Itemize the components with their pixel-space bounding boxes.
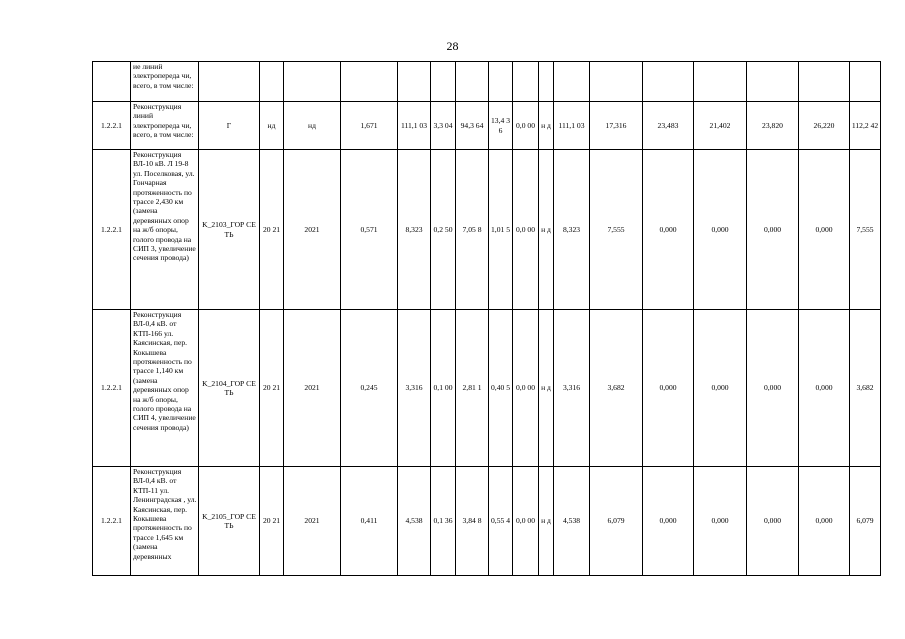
cell-value-1: 3,682 — [590, 310, 643, 467]
cell-year-end: нд — [284, 102, 341, 150]
cell-item-number — [93, 62, 131, 102]
cell-cost-6: 3,316 — [554, 310, 590, 467]
cell-cost-5: н д — [539, 150, 554, 310]
cell-cost-1: 0,1 00 — [431, 310, 456, 467]
cell-item-number: 1.2.2.1 — [93, 467, 131, 576]
cell-cost-total: 8,323 — [398, 150, 431, 310]
cell-value-1: 6,079 — [590, 467, 643, 576]
cell-value-4: 0,000 — [747, 150, 799, 310]
cell-cost-2: 7,05 8 — [456, 150, 489, 310]
cell-value-3 — [694, 62, 747, 102]
cell-cost-6: 4,538 — [554, 467, 590, 576]
cell-project-code: K_2104_ГОР СЕТЬ — [199, 310, 260, 467]
cell-year-end: 2021 — [284, 150, 341, 310]
cell-capacity: 0,571 — [341, 150, 398, 310]
cell-cost-total: 111,1 03 — [398, 102, 431, 150]
cell-value-5: 0,000 — [799, 150, 850, 310]
cell-cost-5: н д — [539, 102, 554, 150]
cell-cost-3: 0,55 4 — [489, 467, 513, 576]
cell-cost-2: 2,81 1 — [456, 310, 489, 467]
cell-value-5: 0,000 — [799, 467, 850, 576]
cell-value-1 — [590, 62, 643, 102]
investment-table — [92, 61, 881, 576]
cell-cost-1: 3,3 04 — [431, 102, 456, 150]
cell-value-4 — [747, 62, 799, 102]
cell-value-2: 0,000 — [643, 467, 694, 576]
cell-cost-3: 0,40 5 — [489, 310, 513, 467]
cell-cost-3 — [489, 62, 513, 102]
cell-item-number: 1.2.2.1 — [93, 102, 131, 150]
cell-project-code: K_2105_ГОР СЕТЬ — [199, 467, 260, 576]
cell-year-start — [260, 62, 284, 102]
cell-cost-4: 0,0 00 — [513, 150, 539, 310]
cell-value-5 — [799, 62, 850, 102]
cell-cost-total: 3,316 — [398, 310, 431, 467]
cell-project-code: Г — [199, 102, 260, 150]
cell-value-total: 7,555 — [850, 150, 881, 310]
cell-cost-6: 111,1 03 — [554, 102, 590, 150]
cell-value-2 — [643, 62, 694, 102]
cell-cost-2 — [456, 62, 489, 102]
cell-project-code: K_2103_ГОР СЕТЬ — [199, 150, 260, 310]
cell-value-3: 0,000 — [694, 467, 747, 576]
cell-year-end: 2021 — [284, 467, 341, 576]
cell-capacity: 0,245 — [341, 310, 398, 467]
cell-value-1: 7,555 — [590, 150, 643, 310]
cell-project-name: Реконструкция ВЛ-0,4 кВ. от КТП-166 ул. Каясинская, пер. Кокышева протяженность по трассе 1,140 км (замена деревянных опор на ж/б опоры, голого провода на СИП 4, увеличение сечения провода) — [131, 310, 199, 467]
table-row — [93, 150, 881, 310]
cell-cost-3: 1,01 5 — [489, 150, 513, 310]
cell-value-3: 0,000 — [694, 310, 747, 467]
cell-cost-1: 0,2 50 — [431, 150, 456, 310]
cell-cost-5 — [539, 62, 554, 102]
cell-cost-4: 0,0 00 — [513, 467, 539, 576]
cell-value-2: 23,483 — [643, 102, 694, 150]
cell-project-name: ие линий электропереда чи, всего, в том числе: — [131, 62, 199, 102]
table-row — [93, 310, 881, 467]
cell-item-number: 1.2.2.1 — [93, 310, 131, 467]
cell-value-5: 0,000 — [799, 310, 850, 467]
cell-year-start: 20 21 — [260, 310, 284, 467]
cell-project-name: Реконструкция ВЛ-10 кВ. Л 19-8 ул. Поселковая, ул. Гончарная протяженность по трассе 2,430 км (замена деревянных опор на ж/б опоры, голого провода на СИП 3, увеличение сечения провода) — [131, 150, 199, 310]
table-row — [93, 62, 881, 102]
cell-project-code — [199, 62, 260, 102]
cell-cost-6: 8,323 — [554, 150, 590, 310]
cell-value-4: 0,000 — [747, 310, 799, 467]
page-number: 28 — [446, 39, 459, 53]
cell-cost-4 — [513, 62, 539, 102]
cell-year-start: 20 21 — [260, 467, 284, 576]
cell-capacity — [341, 62, 398, 102]
cell-cost-5: н д — [539, 467, 554, 576]
cell-year-start: нд — [260, 102, 284, 150]
cell-project-name: Реконструкция линий электропереда чи, всего, в том числе: — [131, 102, 199, 150]
cell-capacity: 0,411 — [341, 467, 398, 576]
cell-year-start: 20 21 — [260, 150, 284, 310]
cell-value-3: 0,000 — [694, 150, 747, 310]
cell-cost-1 — [431, 62, 456, 102]
cell-cost-2: 94,3 64 — [456, 102, 489, 150]
cell-capacity: 1,671 — [341, 102, 398, 150]
cell-cost-6 — [554, 62, 590, 102]
table-row — [93, 467, 881, 576]
cell-value-1: 17,316 — [590, 102, 643, 150]
cell-value-total: 3,682 — [850, 310, 881, 467]
cell-value-5: 26,220 — [799, 102, 850, 150]
table-row — [93, 102, 881, 150]
cell-project-name: Реконструкция ВЛ-0,4 кВ. от КТП-11 ул. Ленинградская , ул. Каясинская, пер. Кокышева протяженность по трассе 1,645 км (замена деревянных — [131, 467, 199, 576]
cell-value-total: 6,079 — [850, 467, 881, 576]
cell-value-2: 0,000 — [643, 310, 694, 467]
cell-cost-3: 13,4 36 — [489, 102, 513, 150]
cell-value-4: 23,820 — [747, 102, 799, 150]
cell-cost-4: 0,0 00 — [513, 310, 539, 467]
cell-value-3: 21,402 — [694, 102, 747, 150]
cell-value-total: 112,2 42 — [850, 102, 881, 150]
cell-cost-1: 0,1 36 — [431, 467, 456, 576]
cell-value-2: 0,000 — [643, 150, 694, 310]
cell-year-end: 2021 — [284, 310, 341, 467]
cell-value-4: 0,000 — [747, 467, 799, 576]
cell-cost-2: 3,84 8 — [456, 467, 489, 576]
cell-year-end — [284, 62, 341, 102]
cell-cost-total — [398, 62, 431, 102]
cell-cost-5: н д — [539, 310, 554, 467]
cell-item-number: 1.2.2.1 — [93, 150, 131, 310]
cell-cost-4: 0,0 00 — [513, 102, 539, 150]
cell-value-total — [850, 62, 881, 102]
cell-cost-total: 4,538 — [398, 467, 431, 576]
